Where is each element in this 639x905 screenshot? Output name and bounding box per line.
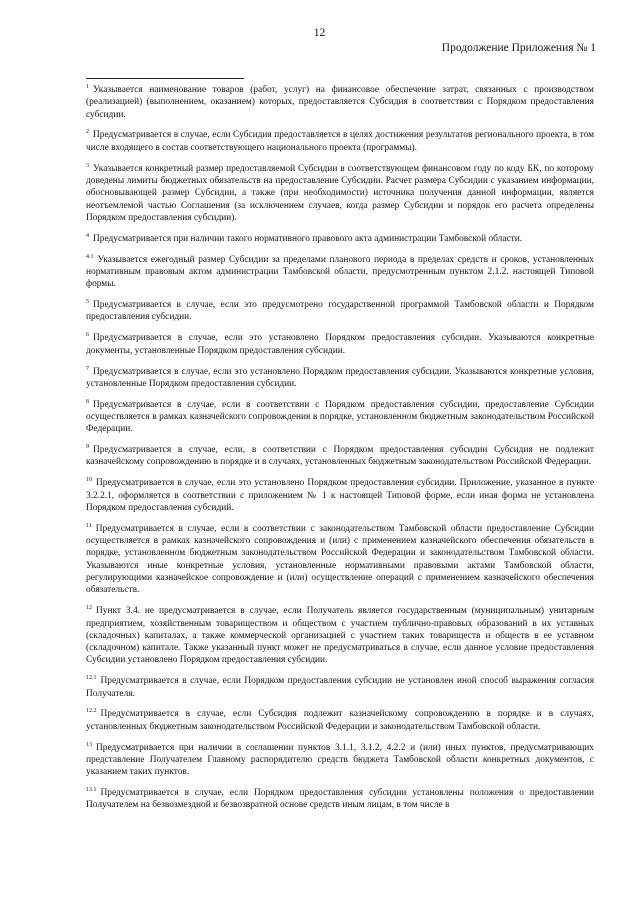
footnote-mark: 2 [86,129,89,136]
footnote [86,299,594,324]
footnote-text: Предусматривается в случае, если Порядком предоставления субсидии установлены положения о предоставлении Получателем на безвозмездной и безвозвратной основе средств иным лицам, в том числе в [86,788,594,811]
appendix-continuation-heading: Продолжение Приложения № 1 [441,42,596,54]
footnotes-list [86,84,594,820]
footnote-separator [86,78,244,79]
page-number: 12 [313,27,326,39]
footnote [86,675,594,700]
footnote [86,477,594,514]
footnote-text: Указывается конкретный размер предоставляемой Субсидии в соответствующем финансовом году по коду БК, по которому доведены лимиты бюджетных обязательств на предоставление Субсидии. Расчет размера Субсидии с указанием информации, обосновывающей размер Субсидии, а также (при необходимости) источника получения данной информации, является неотъемлемой частью Соглашения (за исключением случаев, когда размер Субсидии и порядок его расчета определены Порядком предоставления субсидии). [86,163,594,223]
footnote-mark: 12 [86,605,92,612]
footnote-mark: 4.1 [86,253,94,260]
footnote-text: Предусматривается в случае, если в соответствии с Порядком предоставления субсидии, предоставление Субсидии осуществляется в рамках казначейского сопровождения в порядке, установленном бюджетным законодательством Российской Федерации. [86,399,594,435]
footnote-text: Предусматривается в случае, если Субсидия подлежит казначейскому сопровождению в порядке и в случаях, установленных бюджетным законодательством Российской Федерации и законодательством Тамбовской области. [86,709,594,732]
footnote [86,444,594,469]
footnote-mark: 5 [86,299,89,306]
footnote-mark: 11 [86,522,92,529]
footnote-text: Указывается наименование товаров (работ, услуг) на финансовое обеспечение затрат, связанных с производством (реализацией) (выполнением, оказанием) которых, предоставляется Субсидия в соответствии с Порядком предоставления субсидии. [86,85,594,120]
footnote-mark: 6 [86,332,89,339]
footnote-mark: 3 [86,162,89,169]
footnote [86,366,594,391]
footnote [86,233,594,245]
footnote-mark: 13.1 [86,787,97,794]
footnote-text: Предусматривается в случае, если, в соответствии с Порядком предоставления субсидии Субсидия не подлежит казначейскому сопровождению в порядке и в случаях, установленных бюджетным законодательством Российской Федерации. [86,445,594,468]
footnote [86,787,594,812]
footnote-text: Предусматривается в случае, если Субсидия предоставляется в целях достижения результатов регионального проекта, в том числе входящего в состав соответствующего национального проекта (программы). [86,130,594,153]
footnote-text: Предусматривается в случае, если Порядком предоставления субсидии не установлен иной способ выражения согласия Получателя. [86,676,594,699]
footnote [86,332,594,357]
footnote [86,84,594,121]
footnote-mark: 9 [86,444,89,451]
footnote [86,605,594,666]
footnote-mark: 1 [86,84,89,90]
footnote-mark: 8 [86,398,89,405]
footnote-text: Предусматривается в случае, если это установлено Порядком предоставления субсидии. Приложение, указанное в пункте 3.2.2.1, оформляется в соответствии с приложением № 1 к настоящей Типовой форме, если иная форма не установлена Порядком предоставления субсидий. [86,478,594,513]
footnote-text: Предусматривается в случае, если это предусмотрено государственной программой Тамбовской области и Порядком предоставления субсидии. [86,300,594,323]
footnote-text: Указывается ежегодный размер Субсидии за пределами планового периода в пределах средств и сроков, установленных нормативным правовым актом администрации Тамбовской области, предусмотренным пунктом 2.1.2. настоящей Типовой формы. [86,254,594,290]
footnote [86,129,594,154]
footnote [86,163,594,224]
footnote [86,399,594,436]
footnote-text: Предусматривается в случае, если в соответствии с законодательством Тамбовской области предоставление Субсидии осуществляется в рамках казначейского сопровождения и (или) с применением казначейского обеспечения обязательств в порядке, установленном бюджетным законодательством Российской Федерации и законодательством Тамбовской области. Указываются иные конкретные условия, установленные нормативными правовыми актами Тамбовской области, регулирующими казначейское сопровождение и (или) осуществление операций с применением казначейского обеспечения обязательств. [86,523,594,596]
footnote [86,254,594,291]
footnote-text: Предусматривается при наличии такого нормативного правового акта администрации Тамбовской области. [93,233,523,244]
footnote [86,742,594,779]
footnote [86,523,594,597]
footnote-text: Предусматривается в случае, если это установлено Порядком предоставления субсидии. Указываются конкретные условия, установленные Порядком предоставления субсидии. [86,366,594,389]
footnote-text: Пункт 3.4. не предусматривается в случае, если Получатель является государственным (муниципальным) унитарным предприятием, хозяйственным товариществом и обществом с участием публично-правовых образований в их уставных (складочных) капиталах, а также коммерческой организацией с участием таких товариществ и обществ в ее уставном (складочном) капитале. Также указанный пункт может не предусматриваться в случае, если данное условие предоставления Субсидии установлено Порядком предоставления субсидии. [86,606,594,666]
footnote-text: Предусматривается в случае, если это установлено Порядком предоставления субсидии. Указываются конкретные документы, установленные Порядком предоставления субсидии. [86,333,594,356]
footnote [86,708,594,733]
footnote-text: Предусматривается при наличии в соглашении пунктов 3.1.1, 3.1.2, 4.2.2 и (или) иных пунктов, предусматривающих представление Получателем Главному распорядителю средств бюджета Тамбовской области конкретных документов, с указанием таких пунктов. [86,742,594,778]
footnote-mark: 13 [86,741,92,748]
footnote-mark: 7 [86,365,89,372]
footnote-mark: 4 [86,232,89,239]
footnote-mark: 12.1 [86,675,97,682]
footnote-mark: 10 [86,477,92,484]
footnote-mark: 12.2 [86,708,97,715]
